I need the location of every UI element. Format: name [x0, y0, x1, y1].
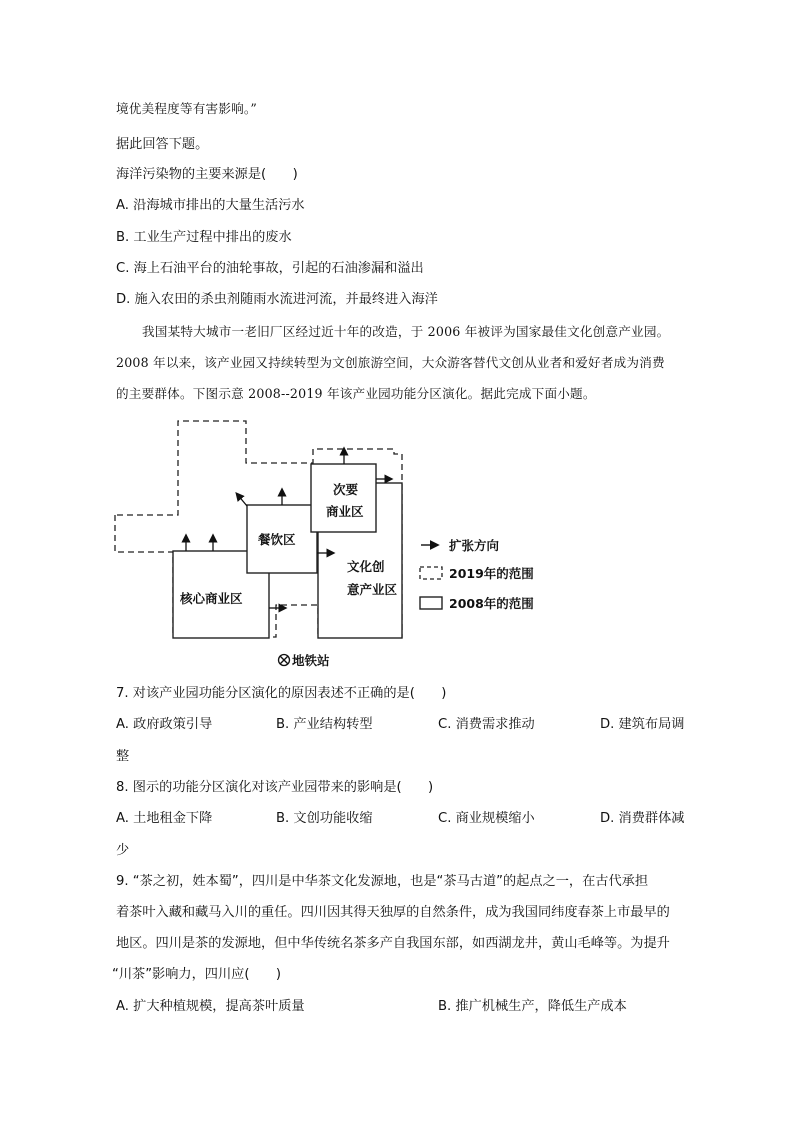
q8-stem: 8. 图示的功能分区演化对该产业园带来的影响是( ) [116, 780, 434, 795]
q9-option-a: A. 扩大种植规模，提高茶叶质量 [116, 999, 305, 1014]
legend-solid-box-icon [420, 597, 442, 609]
q9-line-4: “川茶”影响力，四川应( ) [112, 967, 282, 982]
secondary-zone-label-2: 商业区 [326, 504, 364, 519]
q7-option-d: D. 建筑布局调 [600, 717, 685, 732]
instruction: 据此回答下题。 [116, 137, 209, 152]
q6-option-c: C. 海上石油平台的油轮事故，引起的石油渗漏和溢出 [116, 261, 424, 276]
q6-stem: 海洋污染物的主要来源是( ) [116, 167, 298, 182]
q6-option-d: D. 施入农田的杀虫剂随雨水流进河流，并最终进入海洋 [116, 292, 438, 307]
passage-line-1: 我国某特大城市一老旧厂区经过近十年的改造，于 2006 年被评为国家最佳文化创意产业园。 [142, 324, 670, 339]
expand-arrow [237, 494, 247, 506]
q8-option-a: A. 土地租金下降 [116, 811, 213, 826]
q7-option-c: C. 消费需求推动 [438, 717, 535, 732]
legend-expand-label: 扩张方向 [449, 538, 500, 553]
passage-line-3: 的主要群体。下图示意 2008--2019 年该产业园功能分区演化。据此完成下面小题。 [116, 386, 596, 401]
core-zone-label: 核心商业区 [180, 591, 243, 606]
zone-evolution-figure [0, 408, 794, 678]
q9-option-b: B. 推广机械生产，降低生产成本 [438, 999, 627, 1014]
intro-tail: 境优美程度等有害影响。” [116, 101, 258, 116]
secondary-zone-box [311, 464, 376, 532]
q7-option-b: B. 产业结构转型 [276, 717, 373, 732]
q6-option-b: B. 工业生产过程中排出的废水 [116, 230, 292, 245]
passage-line-2: 2008 年以来，该产业园又持续转型为文创旅游空间，大众游客替代文创从业者和爱好者成为消费 [116, 355, 665, 370]
q8-option-b: B. 文创功能收缩 [276, 811, 373, 826]
metro-station-label: 地铁站 [292, 653, 330, 668]
metro-station-icon [279, 655, 290, 666]
q8-option-c: C. 商业规模缩小 [438, 811, 535, 826]
q9-line-1: 9. “茶之初，姓本蜀”，四川是中华茶文化发源地，也是“茶马古道”的起点之一，在古代承担 [116, 874, 649, 889]
q9-line-2: 着茶叶入藏和藏马入川的重任。四川因其得天独厚的自然条件，成为我国同纬度春茶上市最早的 [116, 905, 670, 920]
legend-2019-label: 2019年的范围 [449, 566, 534, 581]
q6-option-a: A. 沿海城市排出的大量生活污水 [116, 198, 305, 213]
q7-option-a: A. 政府政策引导 [116, 717, 213, 732]
legend-dashed-box-icon [420, 567, 442, 579]
q8-option-d-wrap: 少 [116, 843, 130, 858]
legend-2008-label: 2008年的范围 [449, 596, 534, 611]
q7-option-d-wrap: 整 [116, 749, 130, 764]
dining-zone-label: 餐饮区 [258, 532, 296, 547]
q9-line-3: 地区。四川是茶的发源地，但中华传统名茶多产自我国东部，如西湖龙井，黄山毛峰等。为提升 [116, 936, 670, 951]
q8-option-d: D. 消费群体减 [600, 811, 685, 826]
culture-zone-label-2: 意产业区 [347, 582, 398, 597]
secondary-zone-label-1: 次要 [333, 482, 359, 497]
culture-zone-label-1: 文化创 [347, 559, 385, 574]
q7-stem: 7. 对该产业园功能分区演化的原因表述不正确的是( ) [116, 686, 447, 701]
